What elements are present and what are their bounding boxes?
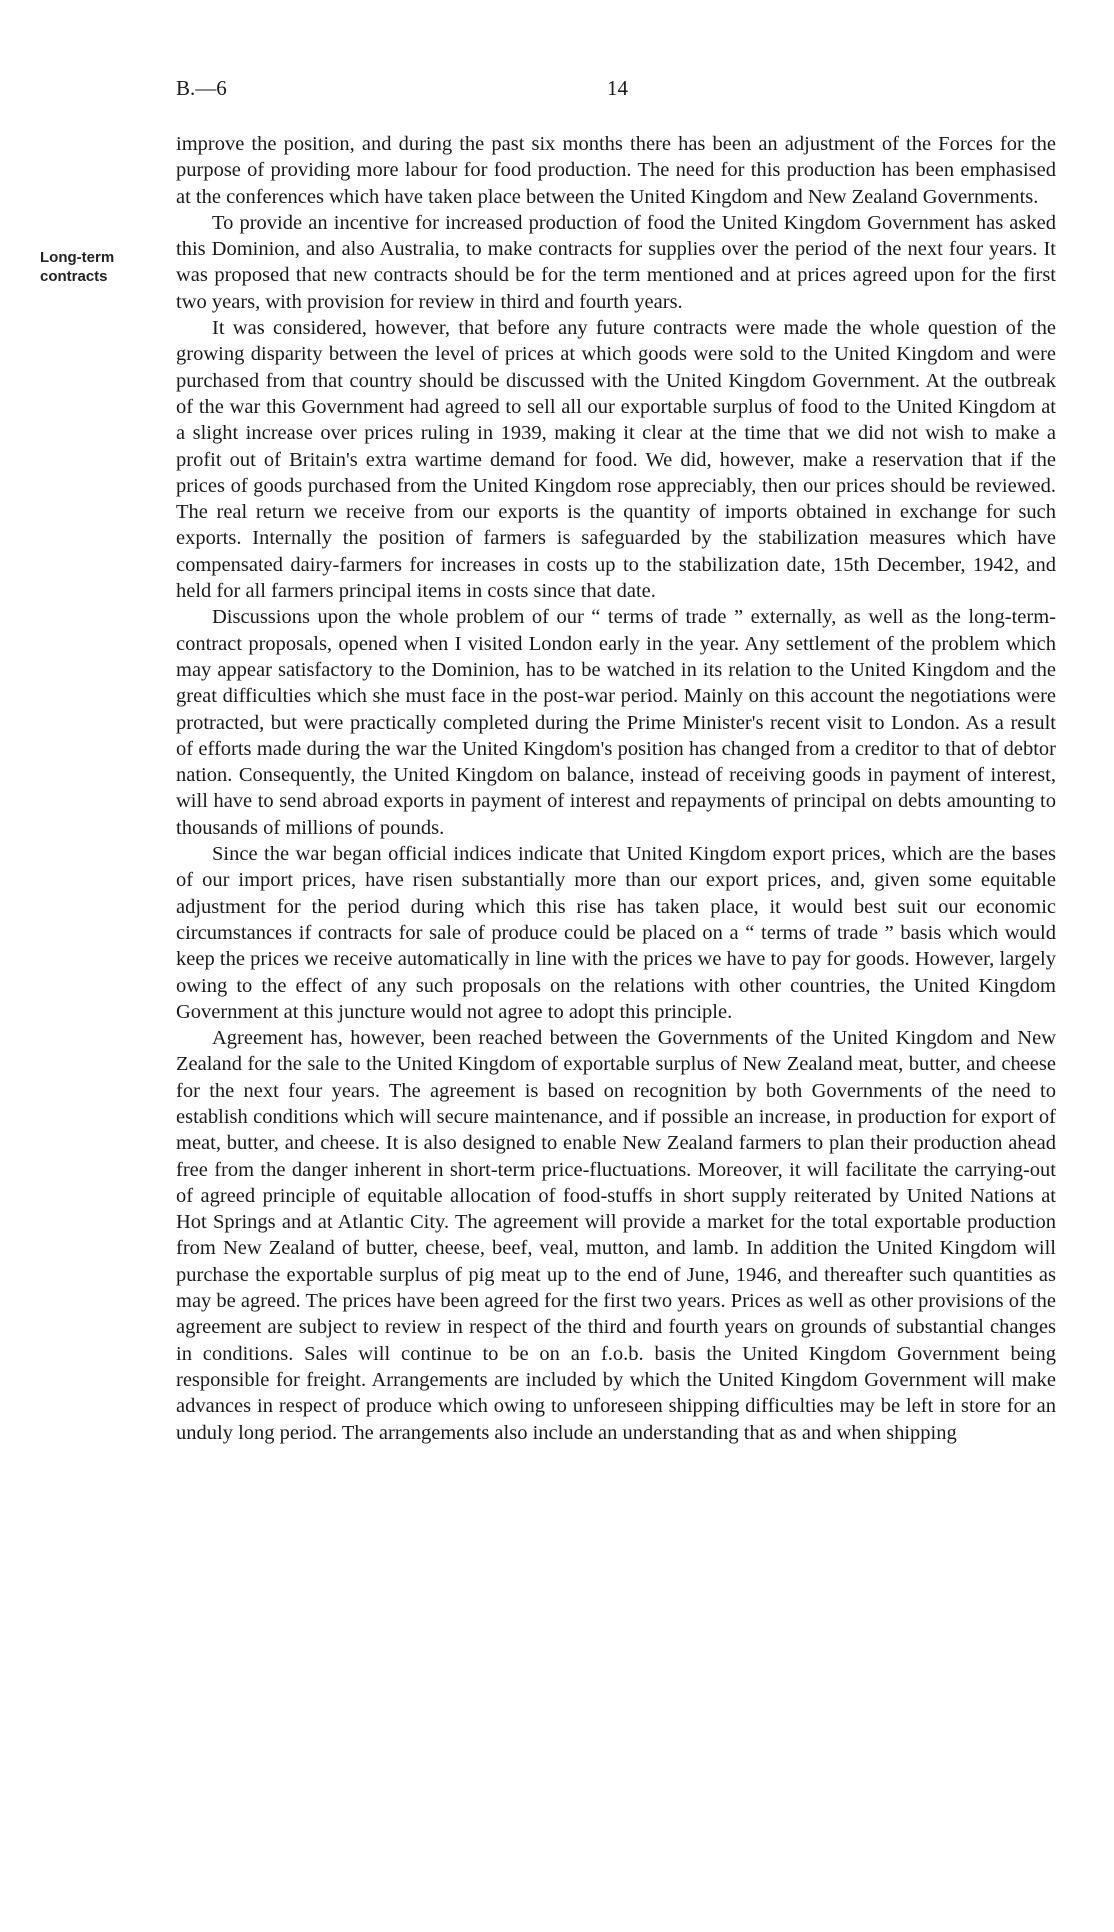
page-header	[176, 76, 1056, 106]
paragraph-price-disparity: It was considered, however, that before any future contracts were made the whole question of the growing disparity between the level of prices at which goods were sold to the United Kingdom and were purchased from that country should be discussed with the United Kingdom Government. At the outbreak of the war this Government had agreed to sell all our exportable surplus of food to the United Kingdom at a slight increase over prices ruling in 1939, making it clear at the time that we did not wish to make a profit out of Britain's extra wartime demand for food. We did, however, make a reservation that if the prices of goods purchased from the United Kingdom rose appreciably, then our prices should be reviewed. The real return we receive from our exports is the quantity of imports obtained in exchange for such exports. Internally the position of farmers is safeguarded by the stabilization measures which have compensated dairy-farmers for increases in costs up to the stabilization date, 15th December, 1942, and held for all farmers principal items in costs since that date.	[176, 317, 1056, 603]
paragraph-continued: improve the position, and during the past six months there has been an adjustment of the Forces for the purpose of providing more labour for food production. The need for this production has been emphasised at the conferences which have taken place between the United Kingdom and New Zealand Governments.	[176, 133, 1056, 208]
body-text	[176, 131, 1056, 1446]
paragraph-agreement: Agreement has, however, been reached between the Governments of the United Kingdom and New Zealand for the sale to the United Kingdom of exportable surplus of New Zealand meat, butter, and cheese for the next four years. The agreement is based on recognition by both Governments of the need to establish conditions which will secure maintenance, and if possible an increase, in production for export of meat, butter, and cheese. It is also designed to enable New Zealand farmers to plan their production ahead free from the danger inherent in short-term price-fluctuations. Moreover, it will facilitate the carrying-out of agreed principle of equitable allocation of food-stuffs in short supply reiterated by United Nations at Hot Springs and at Atlantic City. The agreement will provide a market for the total exportable production from New Zealand of butter, cheese, beef, veal, mutton, and lamb. In addition the United Kingdom will purchase the exportable surplus of pig meat up to the end of June, 1946, and thereafter such quantities as may be agreed. The prices have been agreed for the first two years. Prices as well as other provisions of the agreement are subject to review in respect of the third and fourth years on grounds of substantial changes in conditions. Sales will continue to be on an f.o.b. basis the United Kingdom Government being responsible for freight. Arrangements are included by which the United Kingdom Government will make advances in respect of produce which owing to unforeseen shipping difficulties may be left in store for an unduly long period. The arrangements also include an understanding that as and when shipping	[176, 1027, 1056, 1444]
paragraph-export-prices: Since the war began official indices indicate that United Kingdom export prices, which are the bases of our import prices, have risen substantially more than our export prices, and, given some equitable adjustment for the period during which this rise has taken place, it would best suit our economic circumstances if contracts for sale of produce could be placed on a “ terms of trade ” basis which would keep the prices we receive automatically in line with the prices we have to pay for goods. However, largely owing to the effect of any such proposals on the relations with other countries, the United Kingdom Government at this juncture would not agree to adopt this principle.	[176, 843, 1056, 1023]
page-number: 14	[607, 76, 628, 100]
margin-note-long-term-contracts: Long-term contracts	[40, 249, 115, 285]
paragraph-long-term-contracts: To provide an incentive for increased production of food the United Kingdom Government has asked this Dominion, and also Australia, to make contracts for supplies over the period of the next four years. It was proposed that new contracts should be for the term mentioned and at prices agreed upon for the first two years, with provision for review in third and fourth years.	[176, 211, 1056, 313]
document-reference: B.—6	[176, 76, 227, 100]
paragraph-terms-of-trade-discussions: Discussions upon the whole problem of our “ terms of trade ” externally, as well as the long-term-contract proposals, opened when I visited London early in the year. Any settlement of the problem which may appear satisfactory to the Dominion, has to be watched in its relation to the United Kingdom and the great difficulties which she must face in the post-war period. Mainly on this account the negotiations were protracted, but were practically completed during the Prime Minister's recent visit to London. As a result of efforts made during the war the United Kingdom's position has changed from a creditor to that of debtor nation. Consequently, the United Kingdom on balance, instead of receiving goods in payment of interest, will have to send abroad exports in payment of interest and repayments of principal on debts amounting to thousands of millions of pounds.	[176, 606, 1056, 839]
